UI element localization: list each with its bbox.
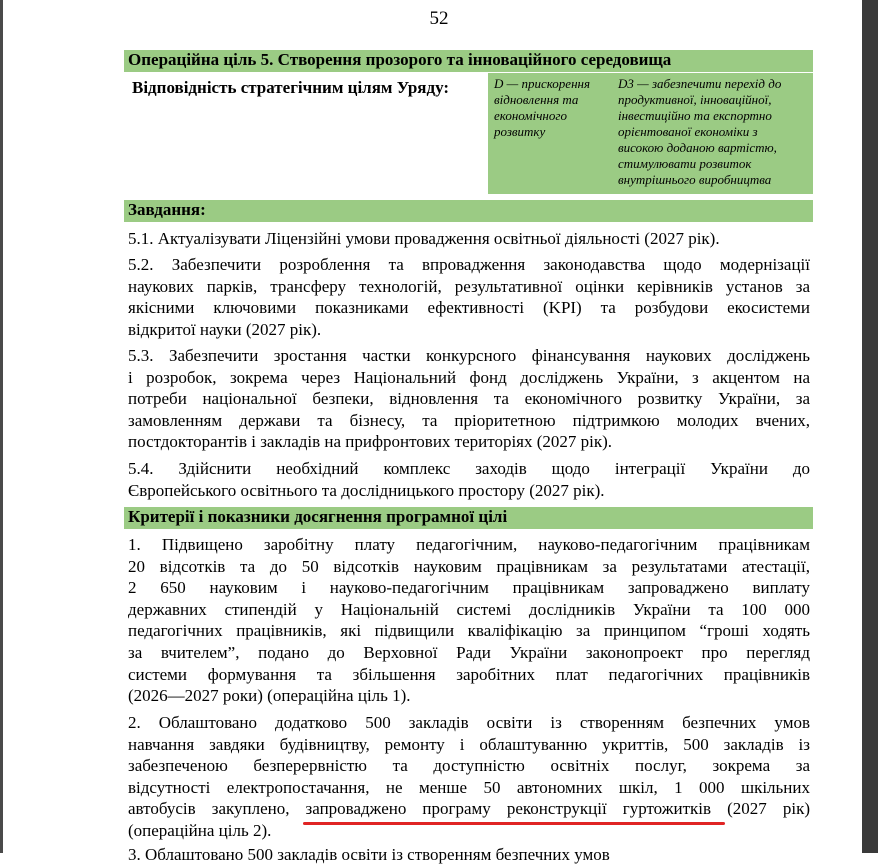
goal-line: D — прискорення (494, 76, 591, 91)
criteria-heading: Критерії і показники досягнення програмної цілі (124, 507, 813, 529)
text-line: 1. Підвищено заробітну плату педагогічним, науково-педагогічним працівникам (128, 535, 810, 554)
text-line: Європейського освітнього та дослідницького простору (2027 рік). (128, 480, 605, 500)
goal-line: D3 — забезпечити перехід до (618, 76, 782, 91)
text-line: системи формування та збільшення заробітних плат педагогічних працівників (128, 664, 810, 684)
text-line: забезпеченою безперервністю та доступністю освітніх послуг, зокрема за (128, 756, 810, 776)
window-frame-left (0, 0, 3, 853)
goal-title: Операційна ціль 5. Створення прозорого та інноваційного середовища (124, 50, 813, 72)
text-line: (операційна ціль 2). (128, 820, 272, 840)
text-line: 3. Облаштовано 500 закладів освіти із створенням безпечних умов (128, 845, 610, 864)
strategic-goal-d3 (612, 73, 813, 194)
goal-line: відновлення та (494, 92, 579, 107)
text-line: 5.2. Забезпечити розроблення та впровадження законодавства щодо модернізації (128, 255, 810, 274)
text-line: (2026—2027 роки) (операційна ціль 1). (128, 686, 411, 706)
text-line: 5.4. Здійснити необхідний комплекс заходів щодо інтеграції України до (128, 459, 810, 478)
task-5-2 (128, 254, 810, 340)
goal-line: розвитку (494, 124, 546, 139)
goal-line: внутрішнього виробництва (618, 172, 772, 187)
text-line: державних стипендій у Національній системі дослідників України та 100 000 (128, 599, 810, 619)
text-line: відсутності електропостачання, не менше 50 автономних шкіл, 1 000 шкільних (128, 777, 810, 797)
text-line: 5.3. Забезпечити зростання частки конкурсного фінансування наукових досліджень (128, 346, 810, 365)
text-line: 20 відсотків та до 50 відсотків науковим працівникам за результатами атестації, (128, 556, 810, 576)
task-5-1 (128, 228, 810, 250)
window-frame-right (862, 0, 878, 853)
text-line: замовленням держави та бізнесу, та пріоритетною підтримкою молодих вчених, (128, 410, 810, 430)
goal-line: високою доданою вартістю, (618, 140, 777, 155)
goal-line: продуктивної, інноваційної, (618, 92, 772, 107)
text-line: відкритої науки (2027 рік). (128, 319, 322, 339)
goal-line: інвестиційно та експортно (618, 108, 772, 123)
text-line: наукових парків, трансферу технологій, результативної оцінки керівників установ за (128, 276, 810, 296)
criterion-1 (128, 534, 810, 707)
page-number: 52 (429, 8, 449, 29)
text-line: якісними ключовими показниками ефективності (KPI) та розбудови екосистеми (128, 298, 810, 318)
text-line: автобусів закуплено, запроваджено програму реконструкції гуртожитків (2027 рік) (128, 799, 810, 819)
task-5-4 (128, 458, 810, 501)
text-line: педагогічних працівників, які підвищили кваліфікацію за принципом “гроші ходять (128, 621, 810, 641)
text-line: постдокторантів і закладів на прифронтових територіях (2027 рік). (128, 432, 613, 452)
text-line: за вчителем”, подано до Верховної Ради України законопроект про перегляд (128, 642, 810, 662)
text-line: 2 650 науковим і науково-педагогічним працівникам запроваджено виплату (128, 578, 810, 598)
goal-line: орієнтованої економіки з (618, 124, 758, 139)
strategic-goal-d (488, 73, 612, 194)
truncated-next-line (128, 845, 810, 864)
task-5-3 (128, 345, 810, 453)
text-line: 5.1. Актуалізувати Ліцензійні умови провадження освітньої діяльності (2027 рік). (128, 229, 720, 248)
text-line: навчання завдяки будівництву, ремонту і облаштуванню укриттів, 500 закладів із (128, 734, 810, 754)
text-line: потреби національної безпеки, відновлення та економічного розвитку України, за (128, 389, 810, 409)
tasks-heading: Завдання: (124, 200, 813, 222)
text-line: і розробок, зокрема через Національний фонд досліджень України, з акцентом на (128, 367, 810, 387)
goal-line: економічного (494, 108, 567, 123)
red-highlight-underline (303, 822, 725, 825)
goal-line: стимулювати розвиток (618, 156, 752, 171)
strategic-alignment-label: Відповідність стратегічним цілям Уряду: (132, 78, 450, 97)
text-line: 2. Облаштовано додатково 500 закладів освіти із створенням безпечних умов (128, 713, 810, 732)
